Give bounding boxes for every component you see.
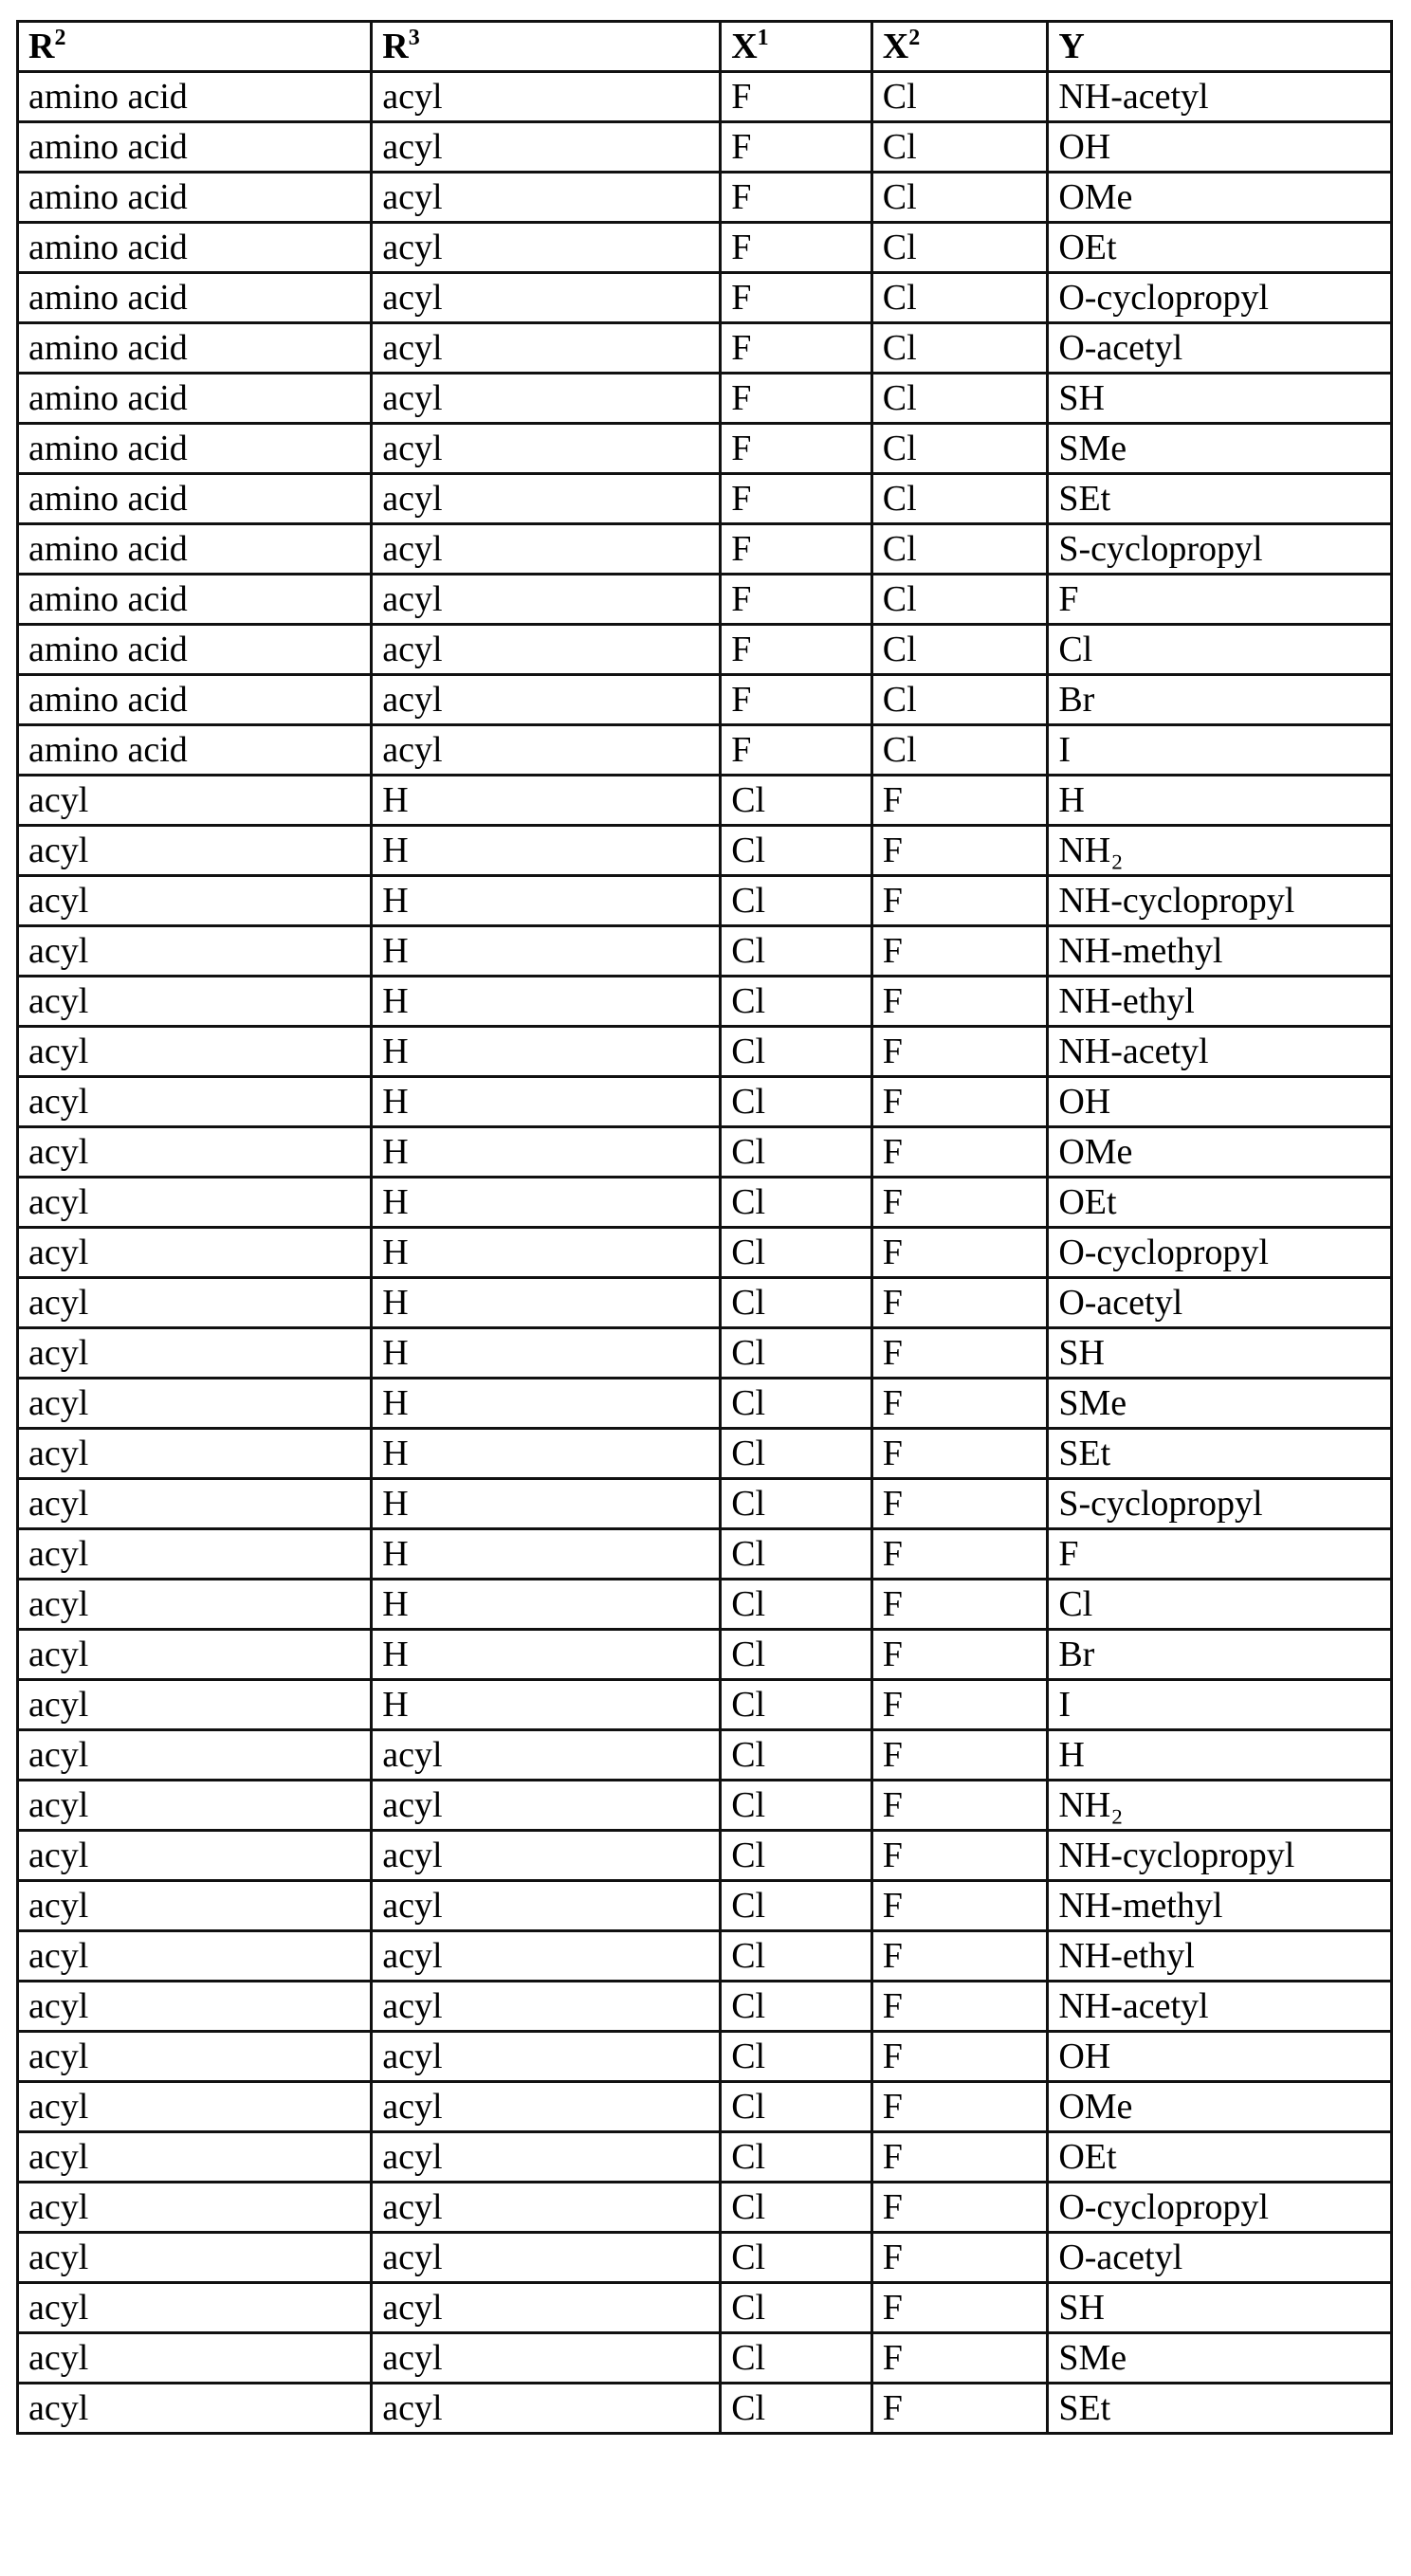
column-header-y [1048,22,1392,72]
cell-r2: acyl [18,1379,372,1429]
cell-x1: F [721,524,872,575]
table-row [18,273,1392,323]
cell-r3: acyl [372,474,721,524]
table-row [18,1730,1392,1781]
cell-r3: H [372,1077,721,1127]
cell-r2: acyl [18,2333,372,2384]
cell-r2: acyl [18,2233,372,2283]
cell-y: SH [1048,2283,1392,2333]
cell-x2: F [871,1077,1048,1127]
cell-r3: acyl [372,323,721,374]
cell-r2: acyl [18,876,372,926]
cell-r2: acyl [18,1730,372,1781]
cell-x1: Cl [721,1127,872,1178]
cell-x1: F [721,273,872,323]
cell-y: Br [1048,1630,1392,1680]
table-row [18,1328,1392,1379]
table-row [18,2333,1392,2384]
cell-r3: acyl [372,1881,721,1931]
cell-r2: acyl [18,1529,372,1580]
cell-y: S-cyclopropyl [1048,524,1392,575]
cell-x1: F [721,173,872,223]
cell-y: O-acetyl [1048,1278,1392,1328]
cell-x2: F [871,1881,1048,1931]
table-row [18,2384,1392,2434]
header-base: X [731,27,757,66]
cell-r2: amino acid [18,273,372,323]
cell-x1: Cl [721,2333,872,2384]
cell-x2: F [871,926,1048,977]
table-row [18,1931,1392,1982]
cell-x2: F [871,2183,1048,2233]
cell-r3: H [372,1379,721,1429]
cell-r3: H [372,1027,721,1077]
cell-r2: acyl [18,2183,372,2233]
cell-y: SMe [1048,1379,1392,1429]
cell-r3: acyl [372,2032,721,2082]
cell-x2: F [871,2082,1048,2132]
cell-x1: Cl [721,1178,872,1228]
cell-x1: F [721,72,872,122]
cell-r3: H [372,1127,721,1178]
cell-y: O-cyclopropyl [1048,1228,1392,1278]
cell-x1: Cl [721,2132,872,2183]
table-row [18,1228,1392,1278]
cell-r3: H [372,1178,721,1228]
column-header-r2 [18,22,372,72]
table-row [18,374,1392,424]
cell-x1: F [721,223,872,273]
cell-r2: acyl [18,1429,372,1479]
table-row [18,1630,1392,1680]
cell-x1: Cl [721,1479,872,1529]
cell-r2: acyl [18,1680,372,1730]
cell-r2: acyl [18,1831,372,1881]
table-row [18,2132,1392,2183]
cell-x2: Cl [871,424,1048,474]
cell-y: I [1048,1680,1392,1730]
table-row [18,1781,1392,1831]
cell-r3: H [372,1479,721,1529]
cell-r2: amino acid [18,524,372,575]
table-row [18,876,1392,926]
cell-r2: acyl [18,926,372,977]
cell-y: OH [1048,2032,1392,2082]
cell-x2: F [871,1178,1048,1228]
cell-r3: acyl [372,524,721,575]
substituent-table [16,20,1393,2435]
cell-r3: H [372,776,721,826]
cell-x2: Cl [871,273,1048,323]
cell-x1: Cl [721,2082,872,2132]
cell-y: Br [1048,675,1392,725]
table-row [18,2233,1392,2283]
cell-x2: F [871,2384,1048,2434]
cell-r2: acyl [18,1228,372,1278]
cell-x1: Cl [721,1982,872,2032]
header-superscript: 2 [908,26,920,50]
cell-y: NH-acetyl [1048,72,1392,122]
cell-x2: Cl [871,625,1048,675]
cell-y: OEt [1048,2132,1392,2183]
column-header-r3 [372,22,721,72]
cell-r3: acyl [372,2384,721,2434]
cell-x1: Cl [721,1580,872,1630]
cell-r2: acyl [18,2384,372,2434]
cell-x2: F [871,1982,1048,2032]
cell-r3: H [372,1429,721,1479]
cell-x1: Cl [721,1328,872,1379]
cell-x2: F [871,1479,1048,1529]
cell-x1: Cl [721,1278,872,1328]
cell-r2: amino acid [18,323,372,374]
table-row [18,1077,1392,1127]
cell-y: Cl [1048,625,1392,675]
table-row [18,1278,1392,1328]
cell-r3: acyl [372,424,721,474]
table-row [18,625,1392,675]
cell-r3: acyl [372,625,721,675]
table-row [18,1429,1392,1479]
cell-r2: acyl [18,1580,372,1630]
cell-r3: acyl [372,2183,721,2233]
cell-r2: acyl [18,2132,372,2183]
cell-x2: Cl [871,524,1048,575]
cell-y: SMe [1048,424,1392,474]
cell-y: NH-acetyl [1048,1982,1392,2032]
table-row [18,323,1392,374]
column-header-x2 [871,22,1048,72]
cell-x2: F [871,876,1048,926]
table-row [18,2183,1392,2233]
cell-x1: Cl [721,2283,872,2333]
cell-x1: Cl [721,826,872,876]
cell-y: S-cyclopropyl [1048,1479,1392,1529]
cell-r2: amino acid [18,374,372,424]
cell-y: OH [1048,122,1392,173]
table-row [18,424,1392,474]
cell-x2: F [871,2233,1048,2283]
cell-x2: F [871,1328,1048,1379]
cell-y: F [1048,1529,1392,1580]
cell-x2: F [871,2032,1048,2082]
table-row [18,72,1392,122]
cell-x1: Cl [721,1027,872,1077]
cell-r2: acyl [18,1479,372,1529]
cell-x1: F [721,323,872,374]
cell-x1: Cl [721,2032,872,2082]
cell-x1: Cl [721,977,872,1027]
cell-y: O-acetyl [1048,323,1392,374]
header-superscript: 1 [758,26,769,50]
cell-r3: acyl [372,2283,721,2333]
cell-y: OMe [1048,1127,1392,1178]
column-header-x1 [721,22,872,72]
cell-x1: Cl [721,1429,872,1479]
header-row [18,22,1392,72]
cell-x1: Cl [721,1630,872,1680]
cell-x2: Cl [871,173,1048,223]
cell-r3: acyl [372,575,721,625]
cell-r2: acyl [18,826,372,876]
cell-y: OMe [1048,173,1392,223]
cell-x2: Cl [871,223,1048,273]
cell-x1: F [721,625,872,675]
cell-x2: F [871,826,1048,876]
cell-x2: F [871,1127,1048,1178]
cell-y: NH-methyl [1048,926,1392,977]
cell-x2: F [871,1379,1048,1429]
cell-r2: amino acid [18,173,372,223]
cell-x2: Cl [871,323,1048,374]
cell-x1: Cl [721,1730,872,1781]
cell-x2: F [871,1027,1048,1077]
cell-r3: acyl [372,1730,721,1781]
cell-r2: amino acid [18,122,372,173]
cell-y: SMe [1048,2333,1392,2384]
cell-r2: amino acid [18,424,372,474]
cell-y: SEt [1048,474,1392,524]
cell-x2: F [871,1580,1048,1630]
cell-y: NH-methyl [1048,1881,1392,1931]
cell-r2: acyl [18,1781,372,1831]
table-row [18,675,1392,725]
table-row [18,1580,1392,1630]
table-row [18,926,1392,977]
cell-r2: amino acid [18,575,372,625]
table-row [18,826,1392,876]
cell-x1: Cl [721,1379,872,1429]
cell-y: Cl [1048,1580,1392,1630]
cell-x2: Cl [871,575,1048,625]
cell-x2: F [871,1730,1048,1781]
cell-y: SEt [1048,2384,1392,2434]
table-body [18,72,1392,2434]
table-row [18,1027,1392,1077]
cell-r3: acyl [372,72,721,122]
cell-x1: Cl [721,1529,872,1580]
cell-r2: acyl [18,776,372,826]
header-base: Y [1058,27,1084,66]
cell-r3: H [372,1278,721,1328]
cell-x1: F [721,725,872,776]
cell-x1: F [721,122,872,173]
cell-r3: H [372,1630,721,1680]
cell-r2: acyl [18,2082,372,2132]
cell-x2: F [871,776,1048,826]
cell-x2: F [871,2333,1048,2384]
table-row [18,575,1392,625]
cell-r2: amino acid [18,474,372,524]
cell-x1: Cl [721,776,872,826]
table-row [18,1178,1392,1228]
cell-x2: F [871,1680,1048,1730]
cell-x2: F [871,1781,1048,1831]
cell-r3: acyl [372,2333,721,2384]
cell-x2: F [871,2132,1048,2183]
cell-r2: acyl [18,1982,372,2032]
table-row [18,1127,1392,1178]
cell-x2: F [871,1529,1048,1580]
cell-y: O-acetyl [1048,2233,1392,2283]
table-row [18,1680,1392,1730]
cell-x1: Cl [721,2183,872,2233]
cell-r2: acyl [18,2032,372,2082]
table-row [18,977,1392,1027]
cell-r3: acyl [372,2082,721,2132]
cell-r2: acyl [18,1077,372,1127]
cell-r2: acyl [18,1127,372,1178]
cell-r3: acyl [372,122,721,173]
cell-y: OEt [1048,1178,1392,1228]
cell-y: SH [1048,1328,1392,1379]
cell-y: NH-acetyl [1048,1027,1392,1077]
cell-x1: Cl [721,2233,872,2283]
table-row [18,173,1392,223]
table-row [18,1379,1392,1429]
cell-r2: acyl [18,977,372,1027]
table-row [18,1831,1392,1881]
cell-r3: acyl [372,273,721,323]
header-base: X [883,27,908,66]
cell-x2: Cl [871,474,1048,524]
cell-y: NH₂ [1048,1781,1392,1831]
cell-r3: acyl [372,1982,721,2032]
cell-x2: Cl [871,374,1048,424]
cell-r3: acyl [372,2233,721,2283]
cell-x2: Cl [871,72,1048,122]
cell-y: OEt [1048,223,1392,273]
cell-r2: amino acid [18,625,372,675]
cell-x1: F [721,374,872,424]
cell-y: H [1048,776,1392,826]
cell-x2: F [871,2283,1048,2333]
cell-x2: Cl [871,675,1048,725]
cell-r3: H [372,1529,721,1580]
cell-r3: acyl [372,374,721,424]
cell-r3: acyl [372,725,721,776]
cell-x2: F [871,1278,1048,1328]
cell-r3: H [372,977,721,1027]
cell-r3: H [372,826,721,876]
table-row [18,2082,1392,2132]
cell-x2: F [871,977,1048,1027]
cell-x1: Cl [721,1228,872,1278]
table-row [18,1881,1392,1931]
cell-x2: Cl [871,725,1048,776]
cell-r3: acyl [372,1931,721,1982]
cell-r2: amino acid [18,675,372,725]
cell-y: OH [1048,1077,1392,1127]
table-row [18,1529,1392,1580]
table-row [18,474,1392,524]
cell-x1: F [721,424,872,474]
cell-x1: F [721,575,872,625]
header-base: R [28,27,54,66]
cell-r2: acyl [18,1278,372,1328]
cell-r3: H [372,876,721,926]
header-superscript: 2 [54,26,65,50]
table-row [18,223,1392,273]
table-row [18,2032,1392,2082]
cell-x1: Cl [721,1931,872,1982]
cell-x2: F [871,1630,1048,1680]
table-row [18,1479,1392,1529]
cell-x2: F [871,1429,1048,1479]
cell-x1: Cl [721,926,872,977]
cell-r2: amino acid [18,223,372,273]
cell-y: NH-cyclopropyl [1048,1831,1392,1881]
table-row [18,1982,1392,2032]
cell-r3: acyl [372,223,721,273]
cell-r2: amino acid [18,72,372,122]
cell-y: H [1048,1730,1392,1781]
cell-y: NH₂ [1048,826,1392,876]
cell-x1: F [721,474,872,524]
cell-r2: acyl [18,1178,372,1228]
cell-r3: acyl [372,1781,721,1831]
cell-y: NH-cyclopropyl [1048,876,1392,926]
cell-x1: Cl [721,1680,872,1730]
cell-y: F [1048,575,1392,625]
cell-y: SEt [1048,1429,1392,1479]
cell-x1: F [721,675,872,725]
cell-x1: Cl [721,1881,872,1931]
cell-x2: F [871,1931,1048,1982]
table-row [18,122,1392,173]
table-row [18,776,1392,826]
cell-r2: acyl [18,2283,372,2333]
cell-r2: acyl [18,1630,372,1680]
cell-x1: Cl [721,876,872,926]
table-row [18,524,1392,575]
cell-r3: H [372,1580,721,1630]
cell-x2: Cl [871,122,1048,173]
cell-r3: acyl [372,173,721,223]
cell-y: O-cyclopropyl [1048,2183,1392,2233]
cell-y: OMe [1048,2082,1392,2132]
header-superscript: 3 [409,26,420,50]
cell-r3: H [372,1328,721,1379]
cell-y: SH [1048,374,1392,424]
cell-x1: Cl [721,1831,872,1881]
cell-r3: acyl [372,1831,721,1881]
cell-x2: F [871,1831,1048,1881]
cell-r3: H [372,1680,721,1730]
cell-r3: H [372,1228,721,1278]
cell-r2: acyl [18,1931,372,1982]
cell-y: NH-ethyl [1048,1931,1392,1982]
cell-y: I [1048,725,1392,776]
cell-y: O-cyclopropyl [1048,273,1392,323]
cell-r2: acyl [18,1027,372,1077]
table-row [18,725,1392,776]
cell-x1: Cl [721,2384,872,2434]
cell-r3: H [372,926,721,977]
cell-y: NH-ethyl [1048,977,1392,1027]
cell-r2: acyl [18,1328,372,1379]
table-row [18,2283,1392,2333]
header-base: R [382,27,408,66]
cell-r2: acyl [18,1881,372,1931]
cell-x2: F [871,1228,1048,1278]
cell-r2: amino acid [18,725,372,776]
cell-x1: Cl [721,1781,872,1831]
cell-r3: acyl [372,2132,721,2183]
cell-r3: acyl [372,675,721,725]
cell-x1: Cl [721,1077,872,1127]
